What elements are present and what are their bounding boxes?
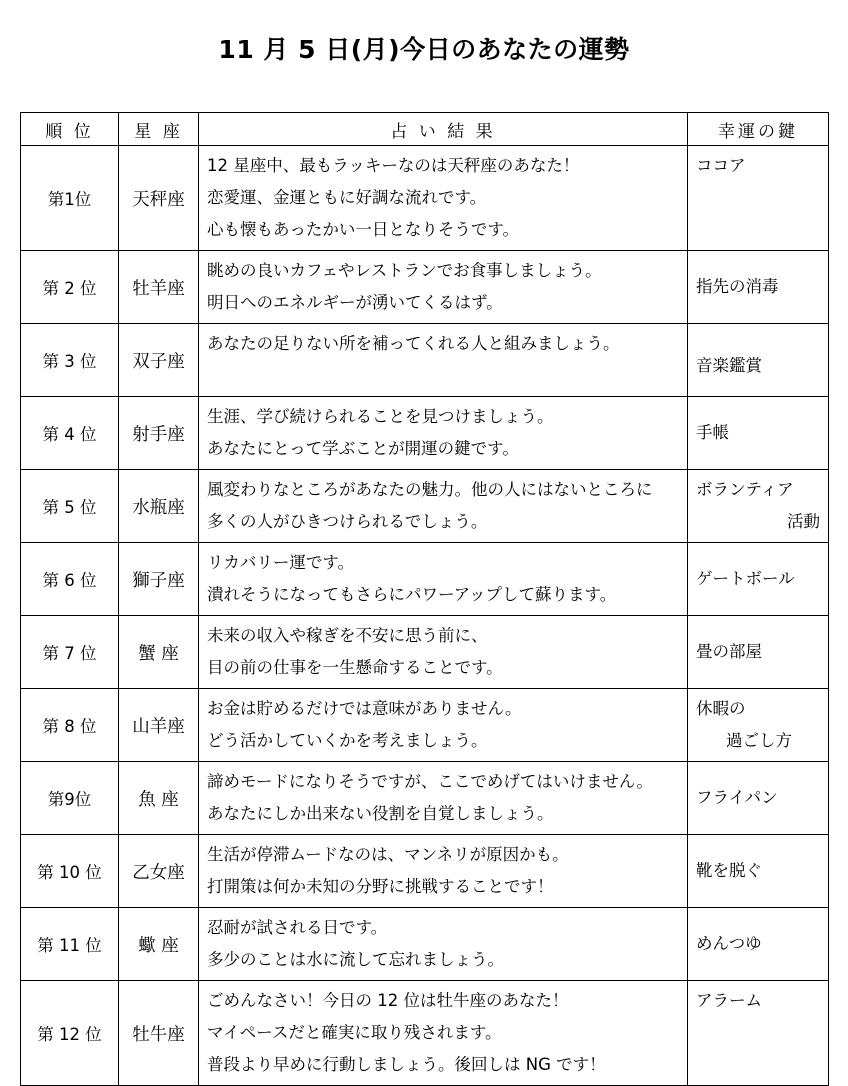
result-line: 明日へのエネルギーが湧いてくるはず。 [207,293,503,312]
key-header: 幸運の鍵 [688,113,829,146]
rank-cell: 第 4 位 [21,397,119,470]
sign-cell: 牡羊座 [119,251,199,324]
result-line: リカバリー運です。 [207,553,355,572]
table-row [21,324,829,397]
key-cell [688,981,829,1086]
table-row [21,981,829,1086]
table-body [21,146,829,1086]
key-cell [688,689,829,762]
key-cell [688,908,829,981]
table-row [21,908,829,981]
result-line: どう活かしていくかを考えましょう。 [207,731,488,750]
result-line: 忍耐が試される日です。 [207,918,388,937]
header-row [21,113,829,146]
key-line: 靴を脱ぐ [696,861,762,880]
key-cell [688,543,829,616]
key-cell [688,251,829,324]
result-cell [199,324,688,397]
result-cell [199,146,688,251]
result-line: 潰れそうになってもさらにパワーアップして蘇ります。 [207,585,617,604]
key-line: ボランティア [696,480,794,499]
rank-cell: 第 3 位 [21,324,119,397]
sign-cell: 牡牛座 [119,981,199,1086]
result-line: 生涯、学び続けられることを見つけましょう。 [207,407,554,426]
key-line: 手帳 [696,423,729,442]
result-line: 普段より早めに行動しましょう。後回しは NG です！ [207,1055,606,1074]
key-line: ゲートボール [696,569,795,588]
result-line: 多くの人がひきつけられるでしょう。 [207,512,488,531]
result-cell [199,908,688,981]
key-line: ココア [696,156,746,175]
result-header: 占 い 結 果 [199,113,688,146]
key-cell [688,397,829,470]
key-line: 指先の消毒 [696,277,779,296]
rank-cell: 第 7 位 [21,616,119,689]
sign-cell: 双子座 [119,324,199,397]
result-line: 恋愛運、金運ともに好調な流れです。 [207,188,487,207]
fortune-table [20,112,829,1086]
result-line: 多少のことは水に流して忘れましょう。 [207,950,504,969]
result-cell [199,470,688,543]
table-row [21,397,829,470]
result-cell [199,689,688,762]
rank-cell: 第 12 位 [21,981,119,1086]
key-line: フライパン [696,788,778,807]
sign-cell: 乙女座 [119,835,199,908]
table-row [21,762,829,835]
key-cell [688,616,829,689]
result-line: 打開策は何か未知の分野に挑戦することです！ [207,877,554,896]
rank-cell: 第 5 位 [21,470,119,543]
rank-cell: 第 8 位 [21,689,119,762]
key-line: 休暇の [696,699,746,718]
result-line: 未来の収入や稼ぎを不安に思う前に、 [207,626,488,645]
rank-cell: 第 6 位 [21,543,119,616]
result-line: お金は貯めるだけでは意味がありません。 [207,699,522,718]
sign-cell: 魚 座 [119,762,199,835]
result-line: 心も懐もあったかい一日となりそうです。 [207,220,520,239]
key-cell [688,762,829,835]
table-row [21,146,829,251]
result-line: あなたにとって学ぶことが開運の鍵です。 [207,439,519,458]
sign-cell: 射手座 [119,397,199,470]
key-line: 畳の部屋 [696,642,762,661]
table-row [21,251,829,324]
result-cell [199,251,688,324]
key-line: 音楽鑑賞 [696,356,762,375]
page-title: 11 月 5 日(月)今日のあなたの運勢 [218,35,630,64]
result-line: 諦めモードになりそうですが、ここでめげてはいけません。 [207,772,653,791]
key-line: アラーム [696,991,762,1010]
sign-cell: 水瓶座 [119,470,199,543]
rank-header: 順 位 [21,113,119,146]
sign-cell: 山羊座 [119,689,199,762]
key-cell [688,324,829,397]
sign-cell: 獅子座 [119,543,199,616]
table-header [21,113,829,146]
table-row [21,470,829,543]
key-cell [688,146,829,251]
rank-cell: 第 11 位 [21,908,119,981]
result-line: マイペースだと確実に取り残されます。 [207,1023,502,1042]
sign-cell: 蟹 座 [119,616,199,689]
result-line: あなたの足りない所を補ってくれる人と組みましょう。 [207,334,620,353]
rank-cell: 第 2 位 [21,251,119,324]
key-cell [688,835,829,908]
key-line: 過ごし方 [726,731,792,750]
sign-header: 星 座 [119,113,199,146]
result-cell [199,543,688,616]
table-row [21,689,829,762]
result-line: 眺めの良いカフェやレストランでお食事しましょう。 [207,261,602,280]
table-row [21,543,829,616]
result-cell [199,981,688,1086]
result-cell [199,835,688,908]
result-cell [199,762,688,835]
result-line: 風変わりなところがあなたの魅力。他の人にはないところに [207,480,653,499]
sign-cell: 天秤座 [119,146,199,251]
rank-cell: 第 10 位 [21,835,119,908]
key-cell [688,470,829,543]
result-line: あなたにしか出来ない役割を自覚しましょう。 [207,804,554,823]
table-row [21,616,829,689]
sign-cell: 蠍 座 [119,908,199,981]
result-line: 目の前の仕事を一生懸命することです。 [207,658,503,677]
result-cell [199,397,688,470]
table-row [21,835,829,908]
result-cell [199,616,688,689]
result-line: 12 星座中、最もラッキーなのは天秤座のあなた！ [207,156,580,175]
result-line: 生活が停滞ムードなのは、マンネリが原因かも。 [207,845,569,864]
key-line: めんつゆ [696,934,762,953]
rank-cell: 第9位 [21,762,119,835]
result-line [207,360,681,392]
key-line: 活動 [787,512,820,531]
rank-cell: 第1位 [21,146,119,251]
result-line: ごめんなさい！今日の 12 位は牡牛座のあなた！ [207,991,569,1010]
